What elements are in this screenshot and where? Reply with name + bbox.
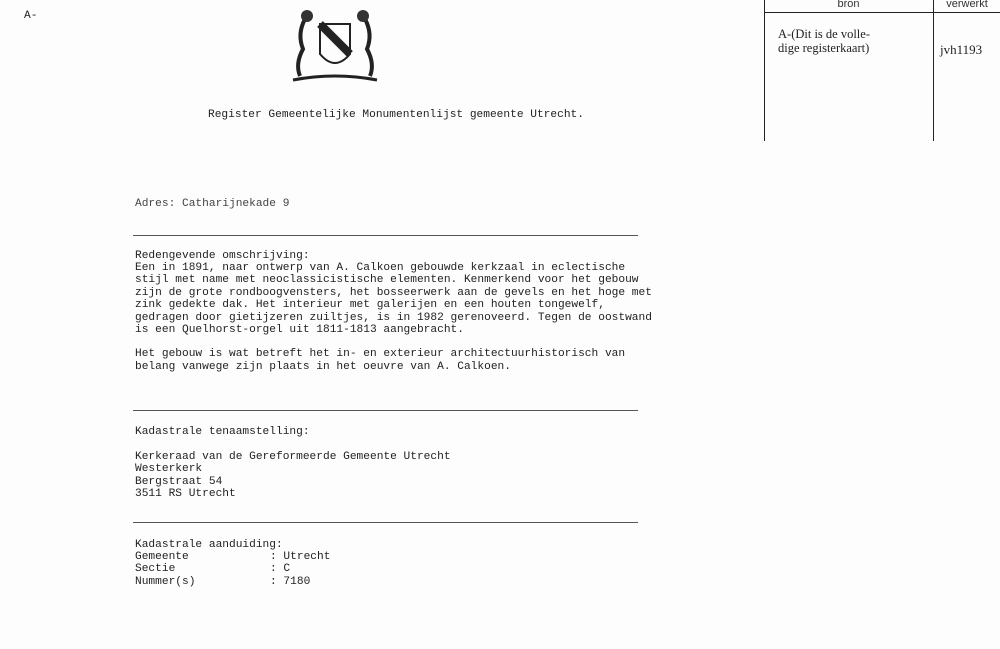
owner-line: Bergstraat 54 <box>135 475 223 488</box>
bron-header: bron <box>837 0 860 10</box>
divider <box>133 235 638 236</box>
coat-of-arms-emblem <box>285 4 385 84</box>
divider <box>133 410 638 411</box>
margin-label: A- <box>24 10 38 22</box>
row-value: : C <box>270 563 291 576</box>
description-heading: Redengevende omschrijving: <box>135 250 310 262</box>
bron-line: dige registerkaart) <box>778 41 870 55</box>
tenaamstelling-heading: Kadastrale tenaamstelling: <box>135 426 310 438</box>
page-title: Register Gemeentelijke Monumentenlijst gemeente Utrecht. <box>208 109 584 121</box>
row-label: Gemeente <box>135 551 189 563</box>
description-line: Het gebouw is wat betreft het in- en exterieur architectuurhistorisch van <box>135 348 626 361</box>
description-line: Een in 1891, naar ontwerp van A. Calkoen gebouwde kerkzaal in eclectische <box>135 262 626 274</box>
row-value: : 7180 <box>270 575 311 588</box>
row-label: Nummer(s) <box>135 575 196 588</box>
owner-line: 3511 RS Utrecht <box>135 488 236 501</box>
description-body <box>135 262 652 373</box>
owner-block <box>135 451 451 501</box>
bron-line: A-(Dit is de volle- <box>778 27 870 41</box>
description-line: belang vanwege zijn plaats in het oeuvre van A. Calkoen. <box>135 360 511 373</box>
table-line <box>933 0 934 141</box>
description-line: zijn de grote rondboogvensters, het bosseerwerk aan de gevels en het hoge met <box>135 286 652 299</box>
aanduiding-heading: Kadastrale aanduiding: <box>135 539 283 551</box>
description-line: zink gedekte dak. Het interieur met galerijen en een houten tongewelf, <box>135 299 605 312</box>
description-line: gedragen door gietijzeren zuiltjes, is in 1982 gerenoveerd. Tegen de oostwand <box>135 311 652 324</box>
divider <box>133 522 638 523</box>
owner-line: Westerkerk <box>135 463 203 476</box>
description-line: stijl met name met neoclassicistische elementen. Kenmerkend voor het gebouw <box>135 274 639 287</box>
table-line <box>764 12 1000 13</box>
verwerkt-header: verwerkt <box>946 0 988 10</box>
description-line: is een Quelhorst-orgel uit 1811-1813 aangebracht. <box>135 324 464 337</box>
row-label: Sectie <box>135 563 176 576</box>
row-value: : Utrecht <box>270 551 331 563</box>
address: Adres: Catharijnekade 9 <box>135 198 290 210</box>
owner-line: Kerkeraad van de Gereformeerde Gemeente Utrecht <box>135 451 451 463</box>
verwerkt-value: jvh1193 <box>940 42 983 57</box>
table-line <box>764 0 765 141</box>
